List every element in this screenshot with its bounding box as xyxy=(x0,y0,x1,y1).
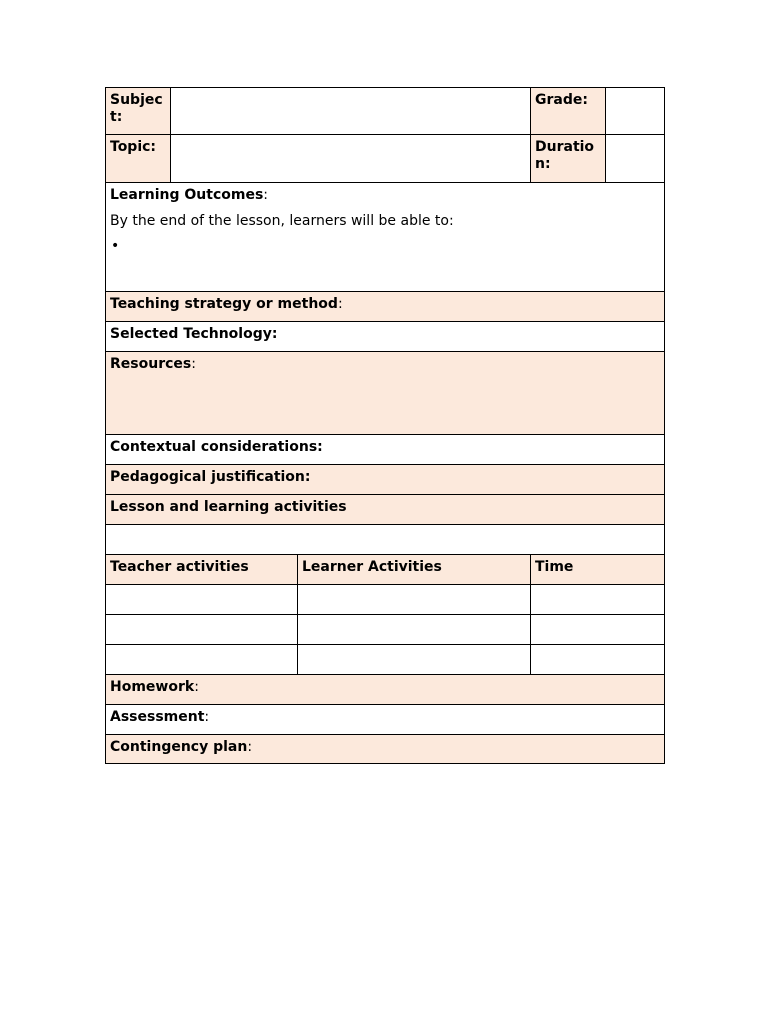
learning-outcomes-colon: : xyxy=(263,187,269,203)
subject-label: Subjec t: xyxy=(110,92,163,125)
contingency-plan-label xyxy=(110,739,252,756)
learning-outcomes-intro: By the end of the lesson, learners will be able to: xyxy=(110,213,454,229)
resources-text: Resources xyxy=(110,356,192,372)
teacher-activities-header-text: Teacher activities xyxy=(110,559,249,575)
time-header xyxy=(530,555,664,584)
resources-colon: : xyxy=(191,356,196,372)
lesson-activities-blank-row[interactable] xyxy=(105,524,665,554)
grade-label: Grade: xyxy=(535,92,588,108)
topic-label-cell xyxy=(106,135,170,182)
contingency-plan-row[interactable] xyxy=(105,734,665,764)
homework-colon: : xyxy=(194,679,199,695)
assessment-label xyxy=(110,709,209,726)
resources-label xyxy=(110,356,196,373)
contextual-considerations-label: Contextual considerations: xyxy=(110,439,323,455)
table-row xyxy=(105,614,665,644)
assessment-text: Assessment xyxy=(110,709,205,725)
time-cell[interactable] xyxy=(530,585,664,614)
time-cell[interactable] xyxy=(530,615,664,644)
teacher-activity-cell[interactable] xyxy=(106,615,298,644)
selected-technology-label: Selected Technology: xyxy=(110,326,278,342)
contextual-considerations-row[interactable] xyxy=(105,434,665,464)
learning-outcomes-section[interactable] xyxy=(105,182,665,291)
assessment-colon: : xyxy=(204,709,210,725)
homework-text: Homework xyxy=(110,679,195,695)
homework-label xyxy=(110,679,199,696)
topic-label: Topic: xyxy=(110,139,157,155)
topic-input[interactable] xyxy=(170,135,531,182)
lesson-plan-form xyxy=(105,87,665,764)
pedagogical-justification-label: Pedagogical justification: xyxy=(110,469,311,485)
subject-input[interactable] xyxy=(170,88,531,134)
duration-label-cell xyxy=(530,135,606,182)
subject-row xyxy=(105,87,665,134)
contingency-colon: : xyxy=(247,739,253,755)
teacher-activities-header xyxy=(106,555,298,584)
learner-activities-header xyxy=(297,555,531,584)
teaching-strategy-row[interactable] xyxy=(105,291,665,321)
time-header-text: Time xyxy=(535,559,574,575)
teaching-strategy-text: Teaching strategy or method xyxy=(110,296,338,312)
lesson-activities-label: Lesson and learning activities xyxy=(110,499,347,515)
bullet-point: • xyxy=(111,238,120,254)
resources-row[interactable] xyxy=(105,351,665,434)
topic-row xyxy=(105,134,665,182)
learner-activities-header-text: Learner Activities xyxy=(302,559,442,575)
grade-label-cell xyxy=(530,88,606,134)
teacher-activity-cell[interactable] xyxy=(106,645,298,674)
duration-label: Duratio n: xyxy=(535,139,595,172)
teaching-strategy-colon: : xyxy=(337,296,343,312)
homework-row[interactable] xyxy=(105,674,665,704)
time-cell[interactable] xyxy=(530,645,664,674)
learner-activity-cell[interactable] xyxy=(297,615,531,644)
contingency-text: Contingency plan xyxy=(110,739,248,755)
assessment-row[interactable] xyxy=(105,704,665,734)
subject-label-cell xyxy=(106,88,170,134)
selected-technology-row[interactable] xyxy=(105,321,665,351)
table-row xyxy=(105,644,665,674)
activities-header-row xyxy=(105,554,665,584)
teacher-activity-cell[interactable] xyxy=(106,585,298,614)
teaching-strategy-label xyxy=(110,296,343,313)
learning-outcomes-heading xyxy=(110,187,268,204)
learner-activity-cell[interactable] xyxy=(297,585,531,614)
table-row xyxy=(105,584,665,614)
pedagogical-justification-row[interactable] xyxy=(105,464,665,494)
lesson-activities-row xyxy=(105,494,665,524)
grade-input[interactable] xyxy=(605,88,664,134)
duration-input[interactable] xyxy=(605,135,664,182)
learner-activity-cell[interactable] xyxy=(297,645,531,674)
learning-outcomes-label: Learning Outcomes xyxy=(110,187,264,203)
